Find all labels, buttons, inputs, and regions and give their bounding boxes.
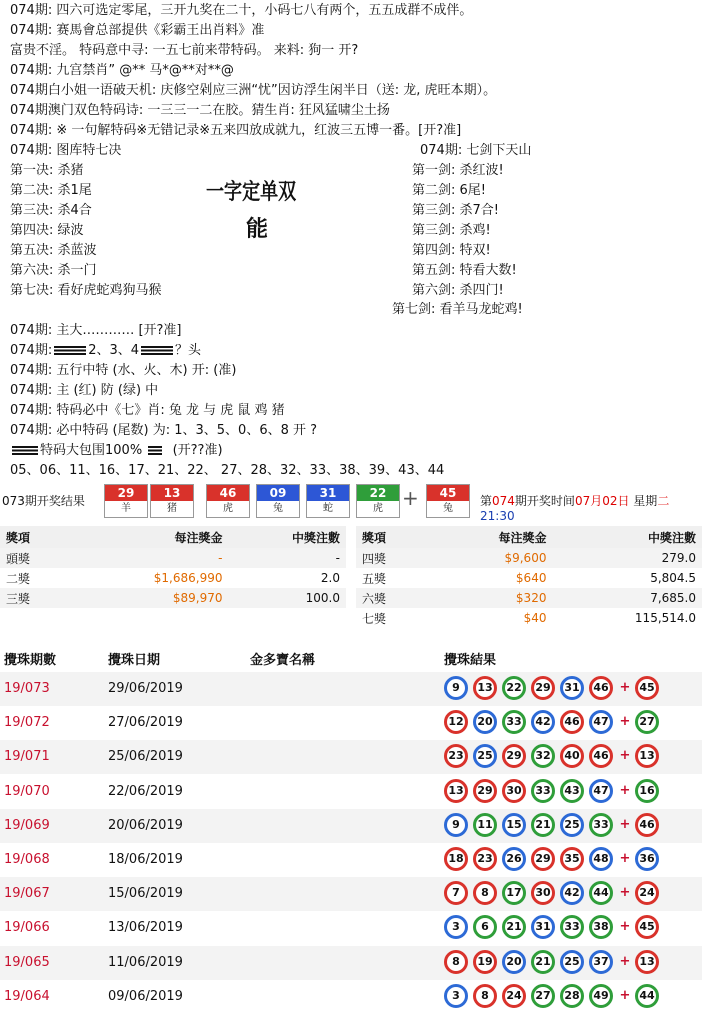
result-ball: 20 bbox=[502, 950, 526, 974]
prize-cell: $9,600 bbox=[430, 548, 553, 568]
ball-zodiac: 猪 bbox=[167, 503, 177, 514]
big-title: 一字定单双 bbox=[206, 179, 297, 205]
ball-number: 46 bbox=[207, 485, 249, 501]
prize-header-cell: 中獎注數 bbox=[552, 526, 702, 548]
history-row[interactable] bbox=[0, 980, 702, 1014]
plus-icon: + bbox=[619, 953, 631, 969]
prize-cell: $1,686,990 bbox=[153, 571, 223, 585]
info-clock: 21:30 bbox=[480, 509, 515, 523]
text-line: 富贵不淫。 特码意中寻: 一五七前来带特码。 来料: 狗一 开? bbox=[10, 43, 359, 58]
ball-number: 09 bbox=[257, 485, 299, 501]
col-name: 金多寶名稱 bbox=[250, 653, 316, 668]
result-ball: 32 bbox=[531, 744, 555, 768]
prize-row bbox=[356, 608, 702, 628]
result-ball: 33 bbox=[531, 779, 555, 803]
special-result-ball: 46 bbox=[635, 813, 659, 837]
right-item: 第六剑: 杀四门! bbox=[412, 283, 504, 298]
text-line-mid: 2、3、4 bbox=[88, 343, 140, 358]
result-ball: 19 bbox=[473, 950, 497, 974]
bars-icon bbox=[148, 446, 162, 455]
prize-row bbox=[0, 568, 346, 588]
result-ball: 40 bbox=[560, 744, 584, 768]
history-period[interactable]: 19/070 bbox=[4, 783, 50, 799]
history-date: 18/06/2019 bbox=[108, 852, 183, 867]
text-line: 074期: 四六可选定零尾，三开九奖在二十，小码七八有两个，五五成群不成伴。 bbox=[10, 3, 473, 18]
result-ball: 38 bbox=[589, 915, 613, 939]
text-line-mid: 特码大包围100% bbox=[40, 443, 143, 458]
left-item: 第三决: 杀4合 bbox=[10, 203, 92, 218]
info-text: 第 bbox=[480, 494, 493, 508]
result-ball: 23 bbox=[473, 847, 497, 871]
history-date: 11/06/2019 bbox=[108, 954, 183, 970]
result-ball: 3 bbox=[444, 984, 468, 1008]
history-row[interactable] bbox=[0, 911, 702, 945]
left-item: 第七决: 看好虎蛇鸡狗马猴 bbox=[10, 283, 162, 298]
prize-header-cell: 獎項 bbox=[356, 526, 430, 548]
text-line: 074期: 赛馬會总部提供《彩霸王出肖料》准 bbox=[10, 23, 265, 38]
result-ball: 46 bbox=[589, 744, 613, 768]
right-item: 第七剑: 看羊马龙蛇鸡! bbox=[392, 302, 523, 317]
history-balls bbox=[444, 744, 664, 768]
bars-icon bbox=[54, 346, 86, 355]
special-result-ball: 16 bbox=[635, 779, 659, 803]
history-header bbox=[0, 644, 702, 670]
result-ball: 8 bbox=[473, 881, 497, 905]
prize-cell: 7,685.0 bbox=[552, 588, 702, 608]
text-line: 074期: 九宫禁肖” @** 马*@**对**@ bbox=[10, 63, 234, 78]
text-line: 074期: 主大………… [开?准] bbox=[10, 323, 182, 338]
result-ball: 30 bbox=[502, 779, 526, 803]
result-ball: 21 bbox=[502, 915, 526, 939]
result-ball: 25 bbox=[560, 950, 584, 974]
ball-number: 13 bbox=[151, 485, 193, 501]
prize-cell: - bbox=[71, 548, 229, 568]
info-date: 07月02日 bbox=[574, 494, 630, 508]
plus-icon: + bbox=[619, 748, 631, 764]
ball-zodiac: 兔 bbox=[273, 503, 283, 514]
prize-header-cell: 每注獎金 bbox=[71, 526, 229, 548]
result-ball: 15 bbox=[502, 813, 526, 837]
result-ball: 27 bbox=[531, 984, 555, 1008]
draw-time-info bbox=[480, 492, 702, 523]
left-item: 第六决: 杀一门 bbox=[10, 263, 97, 278]
prize-cell: 5,804.5 bbox=[650, 571, 696, 585]
result-ball: 11 bbox=[473, 813, 497, 837]
result-ball: 29 bbox=[531, 676, 555, 700]
bars-icon bbox=[12, 446, 38, 455]
history-period[interactable]: 19/064 bbox=[4, 988, 50, 1004]
text-line-prefix: 074期: bbox=[10, 343, 53, 358]
left-item: 第二决: 杀1尾 bbox=[10, 183, 92, 198]
history-date: 09/06/2019 bbox=[108, 988, 183, 1004]
draw-ball bbox=[150, 484, 194, 518]
big-title-2: 能 bbox=[246, 216, 269, 242]
special-result-ball: 36 bbox=[635, 847, 659, 871]
result-ball: 13 bbox=[444, 779, 468, 803]
text-line: 074期: 必中特码 (尾数) 为: 1、3、5、0、6、8 开 ? bbox=[10, 423, 318, 438]
plus-icon: + bbox=[619, 919, 631, 935]
ball-zodiac: 虎 bbox=[223, 503, 233, 514]
history-row[interactable] bbox=[0, 809, 702, 843]
ball-zodiac: 兔 bbox=[443, 503, 453, 514]
prize-header-cell: 每注獎金 bbox=[430, 526, 553, 548]
col-date: 攪珠日期 bbox=[108, 653, 161, 668]
plus-icon: + bbox=[619, 816, 631, 832]
prize-cell: $40 bbox=[523, 611, 547, 625]
history-row[interactable] bbox=[0, 706, 702, 740]
draw-ball bbox=[104, 484, 148, 518]
plus-icon: + bbox=[619, 782, 631, 798]
history-balls bbox=[444, 779, 664, 803]
history-balls bbox=[444, 881, 664, 905]
text-line: 074期: 特码必中《七》肖: 兔 龙 与 虎 鼠 鸡 猪 bbox=[10, 403, 285, 418]
result-ball: 8 bbox=[444, 950, 468, 974]
result-ball: 17 bbox=[502, 881, 526, 905]
history-row[interactable] bbox=[0, 843, 702, 877]
special-result-ball: 13 bbox=[635, 744, 659, 768]
left-item: 第一决: 杀猪 bbox=[10, 163, 84, 178]
result-ball: 24 bbox=[502, 984, 526, 1008]
text-line: 05、06、11、16、17、21、22、 27、28、32、33、38、39、43、44 bbox=[10, 463, 445, 478]
result-ball: 37 bbox=[589, 950, 613, 974]
ball-number: 22 bbox=[357, 485, 399, 501]
result-ball: 12 bbox=[444, 710, 468, 734]
history-balls bbox=[444, 813, 664, 837]
text-line bbox=[10, 442, 223, 460]
special-result-ball: 45 bbox=[635, 676, 659, 700]
plus-icon: + bbox=[619, 714, 631, 730]
prize-cell: 三獎 bbox=[0, 588, 71, 608]
result-ball: 8 bbox=[473, 984, 497, 1008]
text-line bbox=[10, 342, 201, 360]
history-period[interactable]: 19/071 bbox=[4, 749, 50, 765]
result-ball: 47 bbox=[589, 710, 613, 734]
history-balls bbox=[444, 847, 664, 871]
result-ball: 44 bbox=[589, 881, 613, 905]
info-text: 期开奖时间 bbox=[514, 494, 575, 508]
history-row[interactable] bbox=[0, 877, 702, 911]
result-ball: 47 bbox=[589, 779, 613, 803]
draw-ball bbox=[356, 484, 400, 518]
ball-zodiac: 蛇 bbox=[323, 503, 333, 514]
result-ball: 29 bbox=[531, 847, 555, 871]
text-line-end: ？头 bbox=[175, 343, 202, 358]
ball-zodiac: 虎 bbox=[373, 503, 383, 514]
plus-icon: + bbox=[619, 680, 631, 695]
result-ball: 18 bbox=[444, 847, 468, 871]
text-line-end: (开??准) bbox=[172, 443, 223, 458]
result-ball: 31 bbox=[560, 676, 584, 700]
history-balls bbox=[444, 676, 664, 700]
result-ball: 9 bbox=[444, 813, 468, 837]
result-ball: 25 bbox=[473, 744, 497, 768]
plus-icon: + bbox=[619, 851, 631, 866]
prize-header-row bbox=[356, 526, 702, 548]
right-item: 第二剑: 6尾! bbox=[412, 183, 486, 198]
right-item: 第四剑: 特双! bbox=[412, 243, 491, 258]
prize-cell: $320 bbox=[430, 588, 553, 608]
prize-table-right bbox=[356, 526, 702, 628]
history-period[interactable]: 19/072 bbox=[4, 715, 50, 731]
draw-result-strip bbox=[0, 484, 702, 523]
prize-cell: 115,514.0 bbox=[634, 611, 696, 625]
result-ball: 22 bbox=[502, 676, 526, 700]
history-date: 13/06/2019 bbox=[108, 920, 183, 936]
prize-cell: 七獎 bbox=[362, 611, 387, 626]
history-period[interactable]: 19/069 bbox=[4, 817, 50, 833]
history-balls bbox=[444, 950, 664, 974]
history-period[interactable]: 19/066 bbox=[4, 920, 50, 936]
text-line: 074期: 主 (红) 防 (绿) 中 bbox=[10, 383, 159, 398]
info-period: 074 bbox=[492, 494, 515, 508]
plus-icon: + bbox=[619, 885, 631, 901]
history-date: 27/06/2019 bbox=[108, 715, 183, 731]
prize-cell: 四獎 bbox=[356, 548, 430, 568]
result-ball: 33 bbox=[560, 915, 584, 939]
history-row[interactable] bbox=[0, 740, 702, 774]
result-ball: 20 bbox=[473, 710, 497, 734]
left-item: 第五决: 杀蓝波 bbox=[10, 243, 97, 258]
history-period[interactable]: 19/073 bbox=[4, 681, 50, 696]
history-row[interactable] bbox=[0, 775, 702, 809]
result-ball: 49 bbox=[589, 984, 613, 1008]
prize-table-left bbox=[0, 526, 346, 608]
info-text: 星期 bbox=[629, 494, 658, 508]
special-ball bbox=[426, 484, 470, 518]
history-period[interactable]: 19/065 bbox=[4, 954, 50, 970]
result-ball: 43 bbox=[560, 779, 584, 803]
info-weekday: 二 bbox=[657, 494, 670, 508]
prize-header-cell: 中獎注數 bbox=[229, 526, 347, 548]
prize-cell: - bbox=[229, 548, 347, 568]
special-result-ball: 27 bbox=[635, 710, 659, 734]
result-ball: 46 bbox=[589, 676, 613, 700]
draw-ball bbox=[306, 484, 350, 518]
history-period[interactable]: 19/067 bbox=[4, 886, 50, 902]
prize-cell: 2.0 bbox=[320, 571, 340, 585]
right-item: 第三剑: 杀鸡! bbox=[412, 223, 491, 238]
prize-cell: 六獎 bbox=[356, 588, 430, 608]
special-result-ball: 13 bbox=[635, 950, 659, 974]
history-date: 20/06/2019 bbox=[108, 817, 183, 833]
ball-number: 29 bbox=[105, 485, 147, 501]
prize-row bbox=[356, 548, 702, 568]
col-period: 攪珠期數 bbox=[4, 653, 57, 668]
result-ball: 31 bbox=[531, 915, 555, 939]
result-ball: 30 bbox=[531, 881, 555, 905]
special-result-ball: 24 bbox=[635, 881, 659, 905]
prize-cell: $640 bbox=[515, 571, 547, 585]
col-result: 攪珠結果 bbox=[444, 653, 497, 668]
history-balls bbox=[444, 984, 664, 1008]
result-ball: 48 bbox=[589, 847, 613, 871]
result-ball: 46 bbox=[560, 710, 584, 734]
prize-row bbox=[0, 588, 346, 608]
special-result-ball: 44 bbox=[635, 984, 659, 1008]
result-ball: 6 bbox=[473, 915, 497, 939]
text-line: 074期白小姐一语破天机: 庆修空剁应三洲“忧”因访浮生闲半日（送: 龙, 虎旺本期）。 bbox=[10, 83, 497, 98]
history-date: 15/06/2019 bbox=[108, 886, 183, 902]
prize-cell: 頭獎 bbox=[0, 548, 71, 568]
right-item: 第一剑: 杀红波! bbox=[412, 163, 504, 178]
result-ball: 9 bbox=[444, 676, 468, 700]
prize-row bbox=[0, 548, 346, 568]
text-line: 074期: ※ 一句解特码※无错记录※五来四放成就九，红波三五博一番。[开?准] bbox=[10, 123, 462, 138]
history-balls bbox=[444, 915, 664, 939]
history-period[interactable]: 19/068 bbox=[4, 852, 50, 867]
history-date: 25/06/2019 bbox=[108, 749, 183, 765]
result-ball: 26 bbox=[502, 847, 526, 871]
prize-header-row bbox=[0, 526, 346, 548]
result-ball: 3 bbox=[444, 915, 468, 939]
prize-row bbox=[356, 568, 702, 588]
prize-cell: 五獎 bbox=[362, 571, 387, 586]
text-line: 074期澳门双色特码诗: 一三三一二在胶。猜生肖: 狂风猛啸尘土扬 bbox=[10, 103, 390, 118]
special-result-ball: 45 bbox=[635, 915, 659, 939]
result-ball: 23 bbox=[444, 744, 468, 768]
right-heading: 074期: 七剑下天山 bbox=[420, 143, 532, 158]
result-ball: 42 bbox=[560, 881, 584, 905]
history-row[interactable] bbox=[0, 946, 702, 980]
result-ball: 21 bbox=[531, 813, 555, 837]
draw-ball bbox=[256, 484, 300, 518]
result-ball: 42 bbox=[531, 710, 555, 734]
ball-zodiac: 羊 bbox=[121, 503, 131, 514]
history-row[interactable] bbox=[0, 672, 702, 706]
draw-label: 073期开奖结果 bbox=[2, 494, 85, 508]
ball-number: 31 bbox=[307, 485, 349, 501]
result-ball: 25 bbox=[560, 813, 584, 837]
prize-row bbox=[356, 588, 702, 608]
prize-cell: $89,970 bbox=[71, 588, 229, 608]
prize-header-cell: 獎項 bbox=[0, 526, 71, 548]
result-ball: 7 bbox=[444, 881, 468, 905]
result-ball: 13 bbox=[473, 676, 497, 700]
result-ball: 33 bbox=[502, 710, 526, 734]
history-date: 29/06/2019 bbox=[108, 681, 183, 696]
right-item: 第三剑: 杀7合! bbox=[412, 203, 499, 218]
prize-cell: 二獎 bbox=[6, 571, 31, 586]
result-ball: 29 bbox=[473, 779, 497, 803]
result-ball: 28 bbox=[560, 984, 584, 1008]
left-heading: 074期: 图库特七决 bbox=[10, 143, 122, 158]
history-date: 22/06/2019 bbox=[108, 783, 183, 799]
history-balls bbox=[444, 710, 664, 734]
bars-icon bbox=[141, 346, 173, 355]
result-ball: 29 bbox=[502, 744, 526, 768]
prize-cell: 279.0 bbox=[552, 548, 702, 568]
right-item: 第五剑: 特看大数! bbox=[412, 263, 517, 278]
result-ball: 35 bbox=[560, 847, 584, 871]
plus-icon: + bbox=[402, 486, 419, 510]
text-line: 074期: 五行中特 (水、火、木) 开: (准) bbox=[10, 363, 237, 378]
ball-number: 45 bbox=[427, 485, 469, 501]
result-ball: 21 bbox=[531, 950, 555, 974]
left-item: 第四决: 绿波 bbox=[10, 223, 84, 238]
draw-ball bbox=[206, 484, 250, 518]
plus-icon: + bbox=[619, 987, 631, 1003]
result-ball: 33 bbox=[589, 813, 613, 837]
prize-cell: 100.0 bbox=[229, 588, 347, 608]
